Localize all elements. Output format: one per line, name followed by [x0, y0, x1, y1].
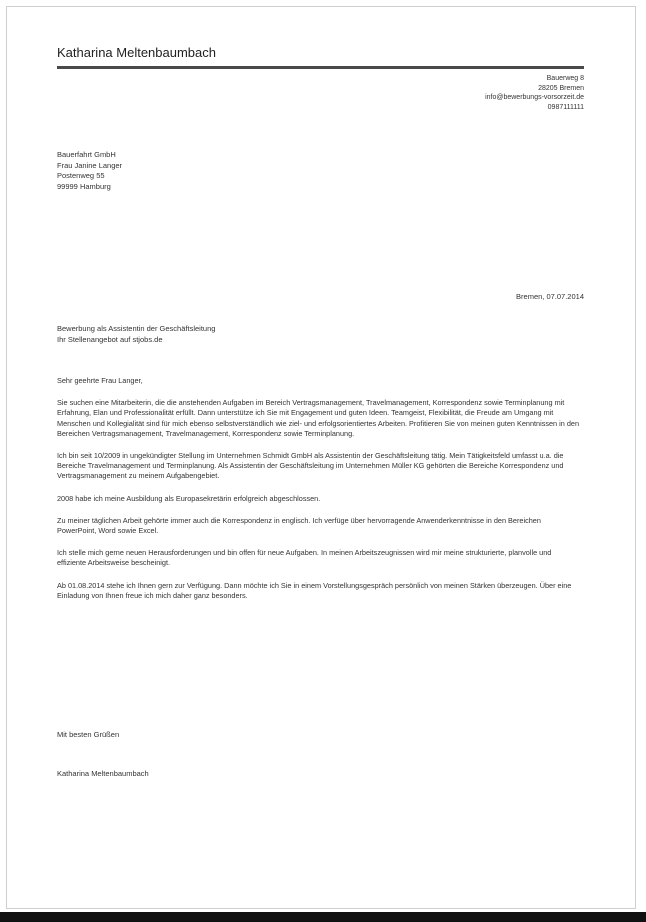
- letter-body: [57, 376, 582, 613]
- subject-line: Bewerbung als Assistentin der Geschäftsleitung: [57, 324, 216, 333]
- closing: Mit besten Grüßen: [57, 730, 120, 739]
- sender-address: [485, 74, 584, 112]
- sender-street: Bauerweg 8: [546, 75, 584, 82]
- letter-date: Bremen, 07.07.2014: [516, 292, 584, 301]
- body-paragraph: Ich bin seit 10/2009 in ungekündigter Stellung im Unternehmen Schmidt GmbH als Assistentin der Geschäftsleitung tätig. Mein Tätigkeitsfeld umfasst u.a. die Bereiche Travelmanagement und Terminplanung. Als Assistentin der Geschäftsleitung im Unternehmen Müller KG gehörten die Bereiche Korrespondenz und Vertragsmanagement zu meinem Aufgabengebiet.: [57, 451, 564, 481]
- recipient-company: Bauerfahrt GmbH: [57, 150, 116, 159]
- recipient-street: Postenweg 55: [57, 171, 105, 180]
- sender-phone: 0987111111: [547, 103, 584, 111]
- salutation: Sehr geehrte Frau Langer,: [57, 376, 143, 385]
- body-paragraph: Sie suchen eine Mitarbeiterin, die die anstehenden Aufgaben im Bereich Vertragsmanagement, Travelmanagement, Korrespondenz sowie Terminplanung mit Erfahrung, Elan und Professionalität erfüllt. Dann unterstütze ich Sie mit Engagement und guten Ideen. Teamgeist, Flexibilität, die Freude am Umgang mit Menschen und Kollegialität sind für mich ebenso selbstverständlich wie ziel- und erfolgsorientiertes Arbeiten. Profitieren Sie von meinen guten Kenntnissen in den Bereichen Vertragsmanagement, Travelmanagement, Korrespondenz sowie Terminplanung.: [57, 398, 580, 438]
- body-paragraph: Ab 01.08.2014 stehe ich Ihnen gern zur Verfügung. Dann möchte ich Sie in einem Vorstellungsgespräch persönlich von meinen Stärken überzeugen. Über eine Einladung von Ihnen freue ich mich daher ganz besonders.: [57, 580, 572, 600]
- body-paragraph: Zu meiner täglichen Arbeit gehörte immer auch die Korrespondenz in englisch. Ich verfüge über hervorragende Anwenderkenntnisse in den Bereichen PowerPoint, Word sowie Excel.: [57, 515, 541, 536]
- body-paragraph: Ich stelle mich gerne neuen Herausforderungen und bin offen für neue Aufgaben. In meinen Arbeitszeugnissen wird mir meine strukturierte, planvolle und effiziente Arbeitsweise bescheinigt.: [57, 548, 552, 568]
- sender-email: info@bewerbungs-vorsorzeit.de: [485, 94, 584, 101]
- signature: Katharina Meltenbaumbach: [57, 769, 149, 778]
- subject: [57, 324, 215, 345]
- subject-reference: Ihr Stellenangebot auf stjobs.de: [57, 334, 163, 344]
- header-rule: [57, 66, 584, 69]
- recipient-person: Frau Janine Langer: [57, 160, 123, 170]
- sender-city: 28205 Bremen: [538, 84, 584, 92]
- recipient-city: 99999 Hamburg: [57, 181, 111, 191]
- sender-name: Katharina Meltenbaumbach: [57, 45, 216, 60]
- body-paragraph: 2008 habe ich meine Ausbildung als Europasekretärin erfolgreich abgeschlossen.: [57, 493, 321, 503]
- recipient-address: [57, 150, 122, 192]
- bottom-bar: [0, 912, 646, 922]
